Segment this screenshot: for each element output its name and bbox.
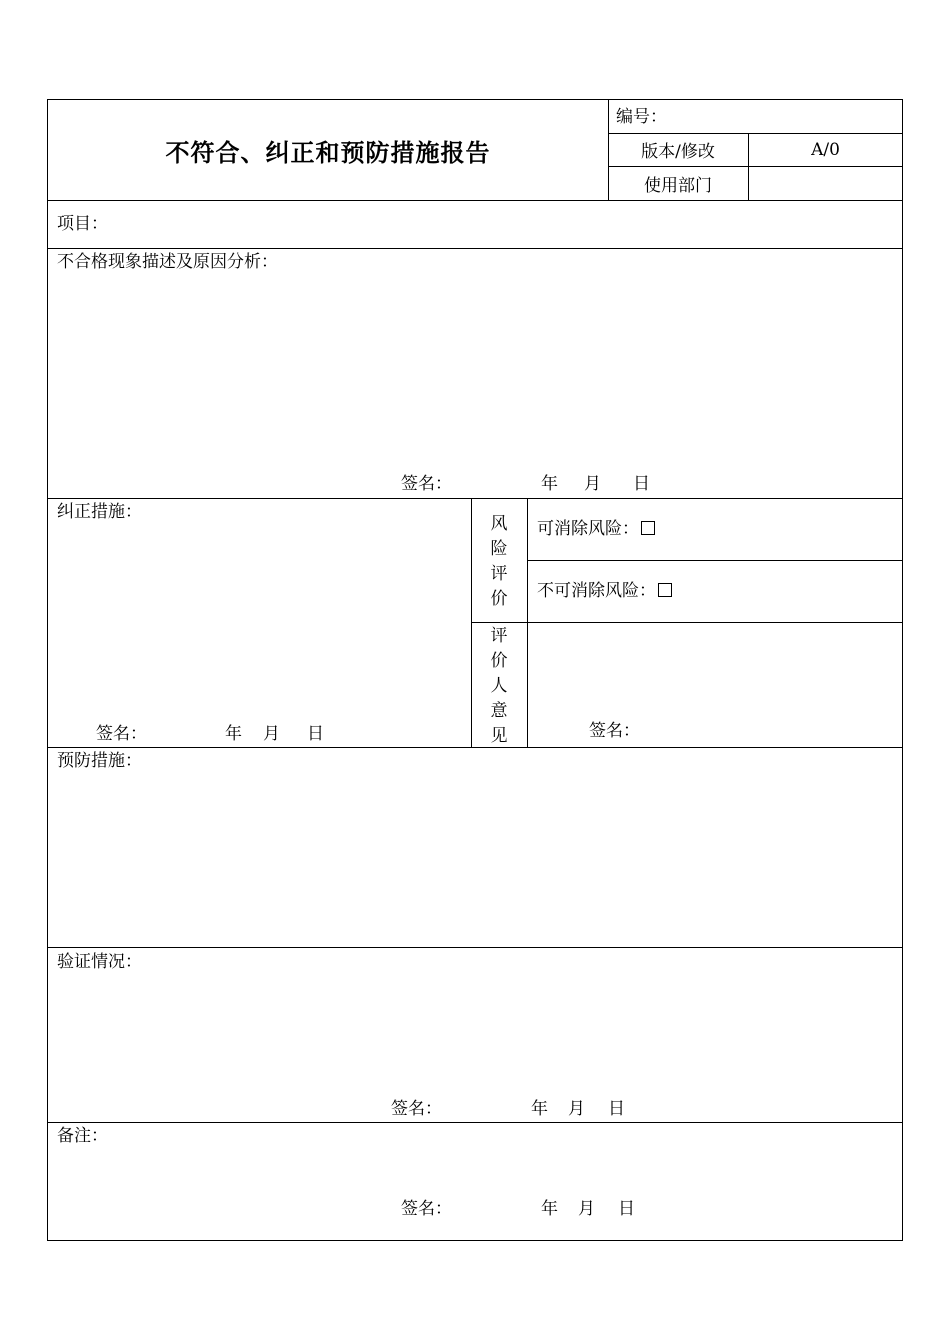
- risk-label-char: 评: [490, 564, 508, 584]
- risk-label-char: 险: [490, 539, 508, 559]
- divider: [527, 560, 903, 561]
- reviewer-sign-label: 签名：: [589, 721, 640, 741]
- remarks-day: 日: [618, 1199, 635, 1219]
- nonconformity-sign-label: 签名：: [401, 474, 452, 494]
- correction-day: 日: [307, 724, 324, 744]
- risk-option-nonremovable-label: 不可消除风险：: [537, 581, 656, 601]
- version-value: A/0: [811, 139, 840, 160]
- risk-option-removable-label: 可消除风险：: [537, 519, 639, 539]
- dept-label: 使用部门: [644, 175, 712, 196]
- reviewer-opinion-label: [471, 624, 527, 749]
- nonconformity-month: 月: [584, 474, 601, 494]
- risk-evaluation-label: [471, 512, 527, 612]
- version-label: 版本/修改: [641, 142, 715, 162]
- verification-sign-label: 签名：: [391, 1099, 442, 1119]
- reviewer-label-char: 意: [490, 701, 508, 721]
- correction-year: 年: [225, 724, 242, 744]
- project-label: 项目：: [57, 214, 108, 234]
- divider: [48, 498, 903, 499]
- risk-removable-checkbox[interactable]: [641, 521, 655, 535]
- form-title: 不符合、纠正和预防措施报告: [165, 137, 491, 167]
- remarks-year: 年: [541, 1199, 558, 1219]
- nonconformity-year: 年: [541, 474, 558, 494]
- remarks-sign-label: 签名：: [401, 1199, 452, 1219]
- verification-year: 年: [531, 1099, 548, 1119]
- reviewer-label-char: 价: [490, 651, 508, 671]
- divider: [527, 498, 528, 748]
- remarks-label: 备注：: [57, 1126, 108, 1146]
- risk-nonremovable-checkbox[interactable]: [658, 583, 672, 597]
- divider: [48, 747, 903, 748]
- risk-option-nonremovable[interactable]: [537, 581, 672, 601]
- divider: [48, 947, 903, 948]
- divider: [48, 248, 903, 249]
- risk-label-char: 价: [490, 589, 508, 609]
- correction-label: 纠正措施：: [57, 502, 142, 522]
- verification-label: 验证情况：: [57, 952, 142, 972]
- risk-label-char: 风: [490, 514, 508, 534]
- correction-sign-label: 签名：: [96, 724, 147, 744]
- prevention-label: 预防措施：: [57, 751, 142, 771]
- verification-day: 日: [608, 1099, 625, 1119]
- correction-month: 月: [263, 724, 280, 744]
- reviewer-label-char: 人: [490, 676, 508, 696]
- divider: [471, 622, 903, 623]
- divider: [48, 1122, 903, 1123]
- nonconformity-day: 日: [633, 474, 650, 494]
- divider: [48, 200, 903, 201]
- dept-value: [748, 166, 903, 200]
- report-form: [47, 99, 903, 1241]
- remarks-month: 月: [578, 1199, 595, 1219]
- risk-option-removable[interactable]: [537, 519, 655, 539]
- nonconformity-label: 不合格现象描述及原因分析：: [57, 252, 278, 272]
- number-label: 编号：: [616, 107, 667, 127]
- verification-month: 月: [568, 1099, 585, 1119]
- reviewer-label-char: 见: [490, 726, 508, 746]
- reviewer-label-char: 评: [490, 626, 508, 646]
